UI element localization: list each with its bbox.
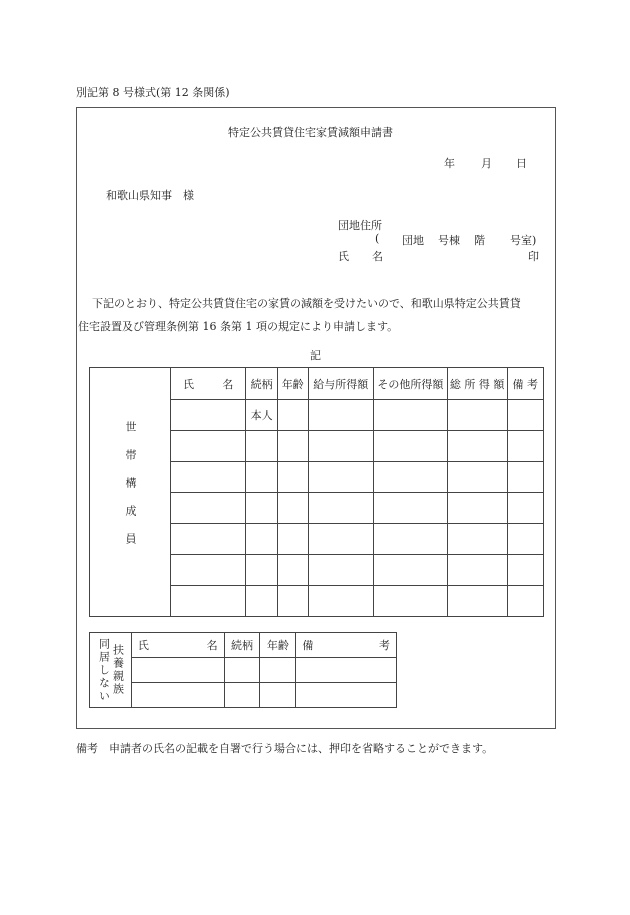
date-month-label: 月 (481, 157, 492, 170)
age-cell[interactable] (277, 462, 308, 493)
name-label-1: 氏 (338, 250, 349, 263)
dependents-side-label (96, 636, 124, 704)
header-other-income: その他所得額 (374, 368, 448, 400)
notes-cell[interactable] (507, 493, 543, 524)
address-label: 団地住所 (338, 219, 382, 232)
household-side-label: 世帯構成員 (124, 420, 137, 561)
body-line-1: 下記のとおり、特定公共賃貸住宅の家賃の減額を受けたいので、和歌山県特定公共賃貸 (92, 297, 521, 310)
dep-header-name-2: 名 (206, 639, 218, 652)
name-cell[interactable] (171, 400, 246, 431)
other-income-cell[interactable] (374, 462, 448, 493)
header-total-income: 総 所 得 額 (447, 368, 507, 400)
page-title: 特定公共賃貸住宅家賃減額申請書 (228, 126, 393, 139)
goshitsu-label: 号室) (510, 234, 537, 247)
address-open-paren: ( (375, 232, 380, 245)
total-income-cell[interactable] (447, 493, 507, 524)
age-cell[interactable] (277, 400, 308, 431)
age-cell[interactable] (277, 555, 308, 586)
other-income-cell[interactable] (374, 431, 448, 462)
total-income-cell[interactable] (447, 555, 507, 586)
other-income-cell[interactable] (374, 400, 448, 431)
salary-cell[interactable] (308, 400, 374, 431)
name-cell[interactable] (171, 555, 246, 586)
header-name-2: 名 (222, 377, 234, 391)
other-income-cell[interactable] (374, 586, 448, 617)
dep-age-cell[interactable] (260, 658, 296, 683)
age-cell[interactable] (277, 586, 308, 617)
salary-cell[interactable] (308, 462, 374, 493)
notes-cell[interactable] (507, 431, 543, 462)
name-cell[interactable] (171, 586, 246, 617)
form-number-label: 別記第 8 号様式(第 12 条関係) (76, 86, 230, 99)
relation-cell[interactable] (246, 431, 277, 462)
household-side-label-cell (90, 368, 171, 617)
dependents-side-label-1: 扶養親族 (111, 644, 125, 696)
dep-header-age: 年齢 (260, 633, 296, 658)
name-cell[interactable] (171, 493, 246, 524)
age-cell[interactable] (277, 524, 308, 555)
name-cell[interactable] (171, 431, 246, 462)
name-label-2: 名 (372, 250, 383, 263)
body-line-2: 住宅設置及び管理条例第 16 条第 1 項の規定により申請します。 (78, 320, 399, 333)
header-name-1: 氏 (183, 377, 194, 391)
relation-cell[interactable]: 本人 (246, 400, 277, 431)
notes-cell[interactable] (507, 524, 543, 555)
header-notes: 備 考 (507, 368, 543, 400)
addressee: 和歌山県知事 様 (106, 189, 194, 202)
total-income-cell[interactable] (447, 524, 507, 555)
dep-notes-cell[interactable] (296, 658, 397, 683)
date-year-label: 年 (444, 157, 455, 170)
salary-cell[interactable] (308, 555, 374, 586)
dep-name-cell[interactable] (131, 658, 224, 683)
age-cell[interactable] (277, 493, 308, 524)
relation-cell[interactable] (246, 462, 277, 493)
age-cell[interactable] (277, 431, 308, 462)
dep-header-notes-2: 考 (379, 639, 390, 652)
total-income-cell[interactable] (447, 462, 507, 493)
salary-cell[interactable] (308, 586, 374, 617)
salary-cell[interactable] (308, 524, 374, 555)
header-name (171, 368, 246, 400)
notes-cell[interactable] (507, 400, 543, 431)
total-income-cell[interactable] (447, 400, 507, 431)
relation-cell[interactable] (246, 555, 277, 586)
notes-cell[interactable] (507, 462, 543, 493)
notes-cell[interactable] (507, 555, 543, 586)
header-age: 年齢 (277, 368, 308, 400)
other-income-cell[interactable] (374, 555, 448, 586)
other-income-cell[interactable] (374, 524, 448, 555)
date-day-label: 日 (516, 157, 527, 170)
remark-note: 備考 申請者の氏名の記載を自署で行う場合には、押印を省略することができます。 (76, 742, 494, 755)
dependents-table (89, 632, 397, 708)
table-row (90, 683, 397, 708)
kai-label: 階 (474, 234, 485, 247)
dependents-side-label-2: 同居しない (97, 637, 111, 703)
household-table (89, 367, 544, 617)
dependents-side-label-cell (90, 633, 132, 708)
salary-cell[interactable] (308, 493, 374, 524)
dep-header-name (131, 633, 224, 658)
dep-relation-cell[interactable] (224, 658, 260, 683)
header-salary: 給与所得額 (308, 368, 374, 400)
dep-notes-cell[interactable] (296, 683, 397, 708)
table-row (90, 658, 397, 683)
dep-relation-cell[interactable] (224, 683, 260, 708)
salary-cell[interactable] (308, 431, 374, 462)
dep-header-notes (296, 633, 397, 658)
seal-label: 印 (528, 250, 539, 263)
dependents-header-row (90, 633, 397, 658)
household-header-row (90, 368, 544, 400)
dep-age-cell[interactable] (260, 683, 296, 708)
dep-header-relation: 続柄 (224, 633, 260, 658)
total-income-cell[interactable] (447, 586, 507, 617)
other-income-cell[interactable] (374, 493, 448, 524)
name-cell[interactable] (171, 524, 246, 555)
relation-cell[interactable] (246, 493, 277, 524)
danchi-label: 団地 (402, 234, 424, 247)
name-cell[interactable] (171, 462, 246, 493)
header-relation: 続柄 (246, 368, 277, 400)
dep-header-name-1: 氏 (137, 639, 149, 652)
total-income-cell[interactable] (447, 431, 507, 462)
dep-header-notes-1: 備 (302, 639, 314, 652)
dep-name-cell[interactable] (131, 683, 224, 708)
ki-label: 記 (310, 349, 321, 362)
gotou-label: 号棟 (438, 234, 460, 247)
notes-cell[interactable] (507, 586, 543, 617)
relation-cell[interactable] (246, 524, 277, 555)
relation-cell[interactable] (246, 586, 277, 617)
